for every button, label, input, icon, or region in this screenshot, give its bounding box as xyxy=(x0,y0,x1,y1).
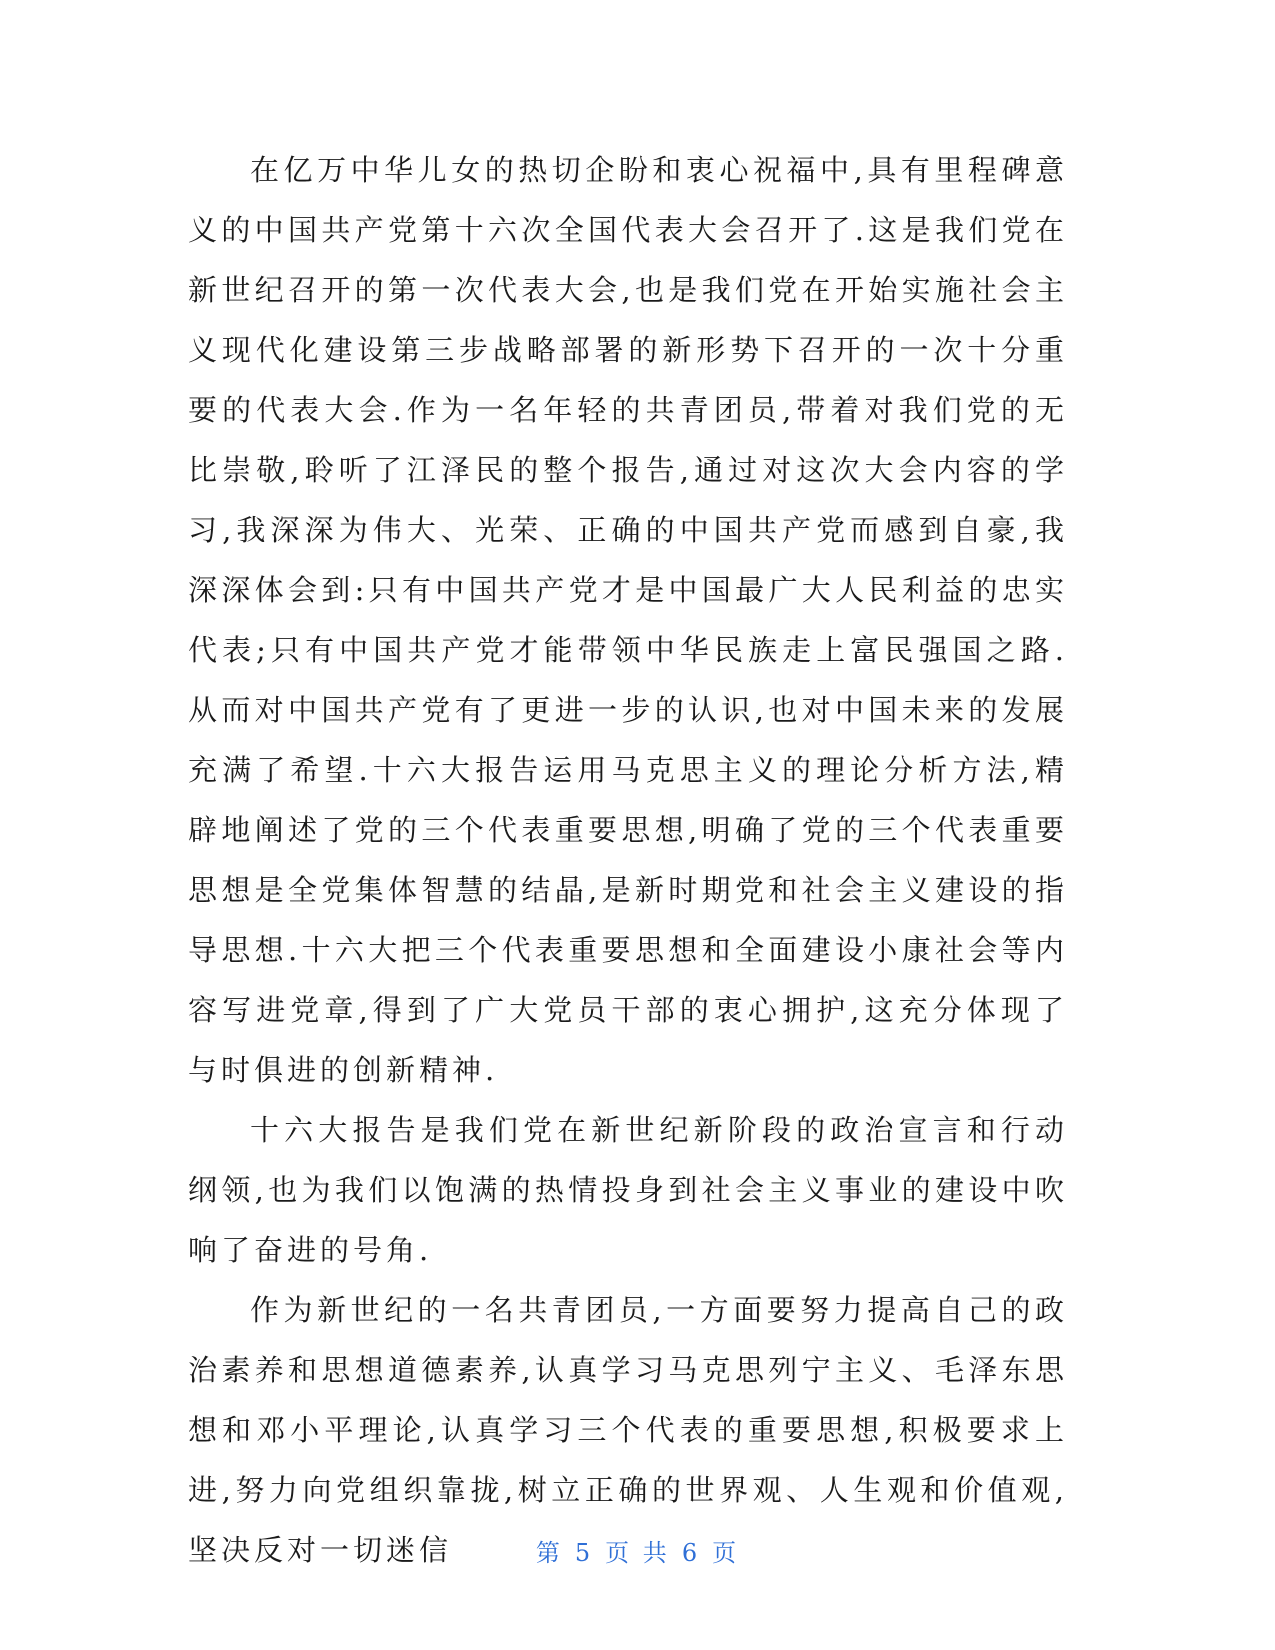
paragraph-1: 在亿万中华儿女的热切企盼和衷心祝福中,具有里程碑意义的中国共产党第十六次全国代表大会召开了.这是我们党在新世纪召开的第一次代表大会,也是我们党在开始实施社会主义现代化建设第三步战略部署的新形势下召开的一次十分重要的代表大会.作为一名年轻的共青团员,带着对我们党的无比崇敬,聆听了江泽民的整个报告,通过对这次大会内容的学习,我深深为伟大、光荣、正确的中国共产党而感到自豪,我深深体会到:只有中国共产党才是中国最广大人民利益的忠实代表;只有中国共产党才能带领中华民族走上富民强国之路.从而对中国共产党有了更进一步的认识,也对中国未来的发展充满了希望.十六大报告运用马克思主义的理论分析方法,精辟地阐述了党的三个代表重要思想,明确了党的三个代表重要思想是全党集体智慧的结晶,是新时期党和社会主义建设的指导思想.十六大把三个代表重要思想和全面建设小康社会等内容写进党章,得到了广大党员干部的衷心拥护,这充分体现了与时俱进的创新精神. xyxy=(188,153,1068,1087)
footer-current-page: 5 xyxy=(574,1539,594,1567)
paragraph-2: 十六大报告是我们党在新世纪新阶段的政治宣言和行动纲领,也为我们以饱满的热情投身到社会主义事业的建设中吹响了奋进的号角. xyxy=(188,1113,1068,1267)
paragraph-3: 作为新世纪的一名共青团员,一方面要努力提高自己的政治素养和思想道德素养,认真学习马克思列宁主义、毛泽东思想和邓小平理论,认真学习三个代表的重要思想,积极要求上进,努力向党组织靠拢,树立正确的世界观、人生观和价值观,坚决反对一切迷信 xyxy=(188,1293,1068,1567)
footer-total-pages: 6 xyxy=(681,1539,701,1567)
page-footer xyxy=(0,1533,1275,1568)
document-body xyxy=(188,140,1068,1580)
footer-middle: 页 共 xyxy=(605,1539,670,1567)
footer-prefix: 第 xyxy=(535,1539,563,1567)
footer-suffix: 页 xyxy=(712,1539,740,1567)
